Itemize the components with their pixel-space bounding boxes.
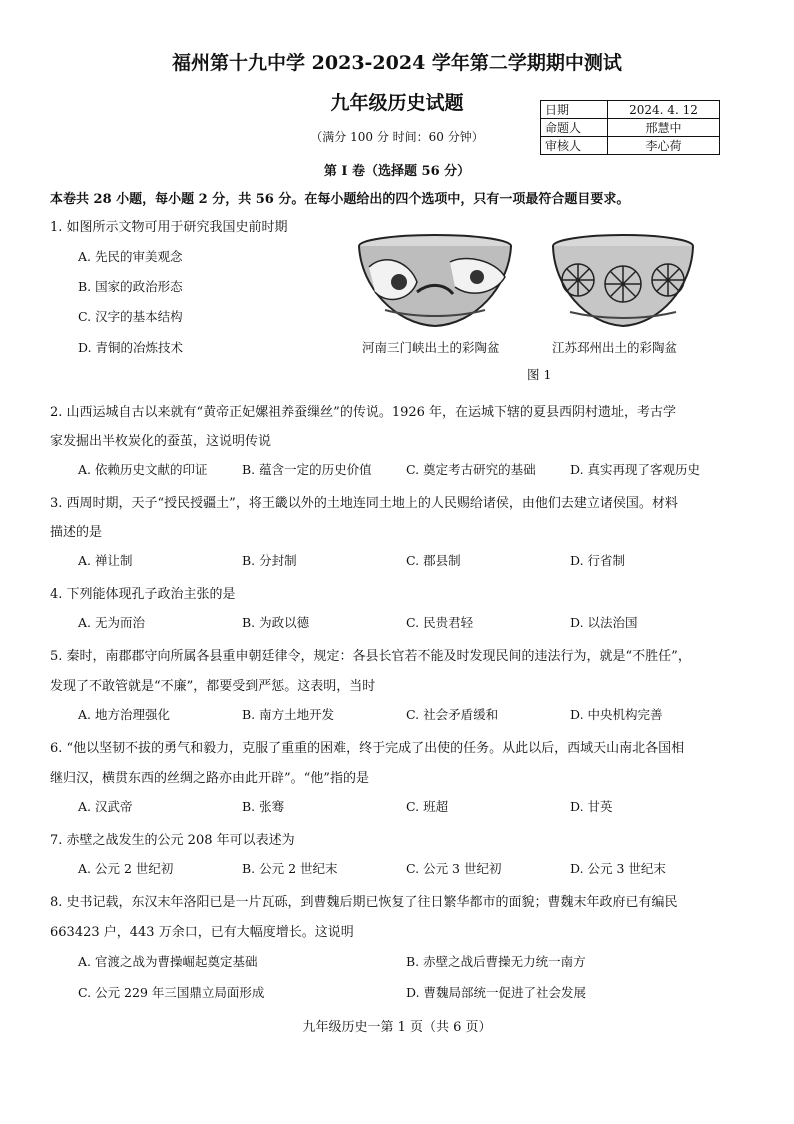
option: C. 班超 <box>406 799 449 814</box>
option: C. 社会矛盾缓和 <box>406 707 499 722</box>
option: B. 张骞 <box>242 799 285 814</box>
question-stem: 3. 西周时期，天子“授民授疆土”，将王畿以外的土地连同土地上的人民赐给诸侯，由他们去建立诸侯国。材料 <box>50 496 678 511</box>
info-row-date <box>541 101 720 119</box>
info-row-author <box>541 119 720 137</box>
question-stem: 2. 山西运城自古以来就有“黄帝正妃嫘祖养蚕缫丝”的传说。1926 年，在运城下辖的夏县西阴村遗址，考古学 <box>50 405 677 420</box>
option: B. 赤壁之战后曹操无力统一南方 <box>406 954 586 969</box>
option: B. 南方土地开发 <box>242 707 335 722</box>
option: A. 官渡之战为曹操崛起奠定基础 <box>78 954 258 969</box>
figure-label: 图 1 <box>527 367 552 382</box>
option: A. 先民的审美观念 <box>78 249 183 264</box>
question-stem: 8. 史书记载，东汉末年洛阳已是一片瓦砾，到曹魏后期已恢复了往日繁华都市的面貌；曹魏末年政府已有编民 <box>50 895 678 910</box>
info-label: 审核人 <box>541 137 608 155</box>
figure-caption-left: 河南三门峡出土的彩陶盆 <box>362 340 500 355</box>
question-stem: 继归汉，横贯东西的丝绸之路亦由此开辟”。“他”指的是 <box>50 771 369 786</box>
option: D. 行省制 <box>570 553 626 568</box>
option: C. 汉字的基本结构 <box>78 309 183 324</box>
option: C. 公元 3 世纪初 <box>406 861 502 876</box>
question-stem: 4. 下列能体现孔子政治主张的是 <box>50 587 236 602</box>
option: C. 民贵君轻 <box>406 615 474 630</box>
option: B. 公元 2 世纪末 <box>242 861 338 876</box>
question-stem: 发现了不敢管就是“不廉”，都要受到严惩。这表明，当时 <box>50 679 376 694</box>
option: C. 奠定考古研究的基础 <box>406 462 536 477</box>
question-stem: 6. “他以坚韧不拔的勇气和毅力，克服了重重的困难，终于完成了出使的任务。从此以后，西域天山南北各国相 <box>50 741 685 756</box>
info-label: 日期 <box>541 101 608 119</box>
option: C. 郡县制 <box>406 553 461 568</box>
option: D. 甘英 <box>570 799 613 814</box>
question-stem: 7. 赤壁之战发生的公元 208 年可以表述为 <box>50 833 295 848</box>
option: B. 为政以德 <box>242 615 310 630</box>
option: A. 无为而治 <box>78 615 145 630</box>
option: D. 曹魏局部统一促进了社会发展 <box>406 985 587 1000</box>
section-title: 第 I 卷（选择题 56 分） <box>323 164 471 179</box>
info-table <box>540 100 720 155</box>
option: A. 禅让制 <box>78 553 133 568</box>
option: A. 地方治理强化 <box>78 707 170 722</box>
figure-caption-right: 江苏邳州出土的彩陶盆 <box>552 340 678 355</box>
info-value: 2024. 4. 12 <box>608 101 720 119</box>
pottery-basin-sanmenxia-image <box>355 232 515 332</box>
info-row-reviewer <box>541 137 720 155</box>
option: A. 公元 2 世纪初 <box>78 861 174 876</box>
option: B. 分封制 <box>242 553 297 568</box>
option: A. 汉武帝 <box>78 799 133 814</box>
info-label: 命题人 <box>541 119 608 137</box>
score-time: （满分 100 分 时间：60 分钟） <box>310 130 484 144</box>
option: B. 蕴含一定的历史价值 <box>242 462 372 477</box>
option: A. 依赖历史文献的印证 <box>78 462 208 477</box>
pottery-basin-pizhou-image <box>548 232 698 332</box>
question-stem: 家发掘出半枚炭化的蚕茧，这说明传说 <box>50 434 272 449</box>
question-stem: 5. 秦时，南郡郡守向所属各县重申朝廷律令，规定：各县长官若不能及时发现民间的违法行为，就是“不胜任”， <box>50 649 691 664</box>
info-value: 邢慧中 <box>608 119 720 137</box>
info-value: 李心荷 <box>608 137 720 155</box>
option: B. 国家的政治形态 <box>78 279 183 294</box>
exam-title: 福州第十九中学 2023-2024 学年第二学期期中测试 <box>172 52 622 74</box>
option: D. 真实再现了客观历史 <box>570 462 701 477</box>
exam-subtitle: 九年级历史试题 <box>330 92 464 114</box>
option: D. 青铜的冶炼技术 <box>78 340 184 355</box>
instructions: 本卷共 28 小题，每小题 2 分，共 56 分。在每小题给出的四个选项中，只有一项最符合题目要求。 <box>50 192 630 207</box>
question-stem: 描述的是 <box>50 525 103 540</box>
question-stem: 1. 如图所示文物可用于研究我国史前时期 <box>50 220 288 235</box>
option: D. 公元 3 世纪末 <box>570 861 666 876</box>
option: D. 中央机构完善 <box>570 707 663 722</box>
option: D. 以法治国 <box>570 615 638 630</box>
question-stem: 663423 户，443 万余口，已有大幅度增长。这说明 <box>50 925 354 940</box>
option: C. 公元 229 年三国鼎立局面形成 <box>78 985 265 1000</box>
page-footer: 九年级历史一第 1 页（共 6 页） <box>302 1020 492 1035</box>
